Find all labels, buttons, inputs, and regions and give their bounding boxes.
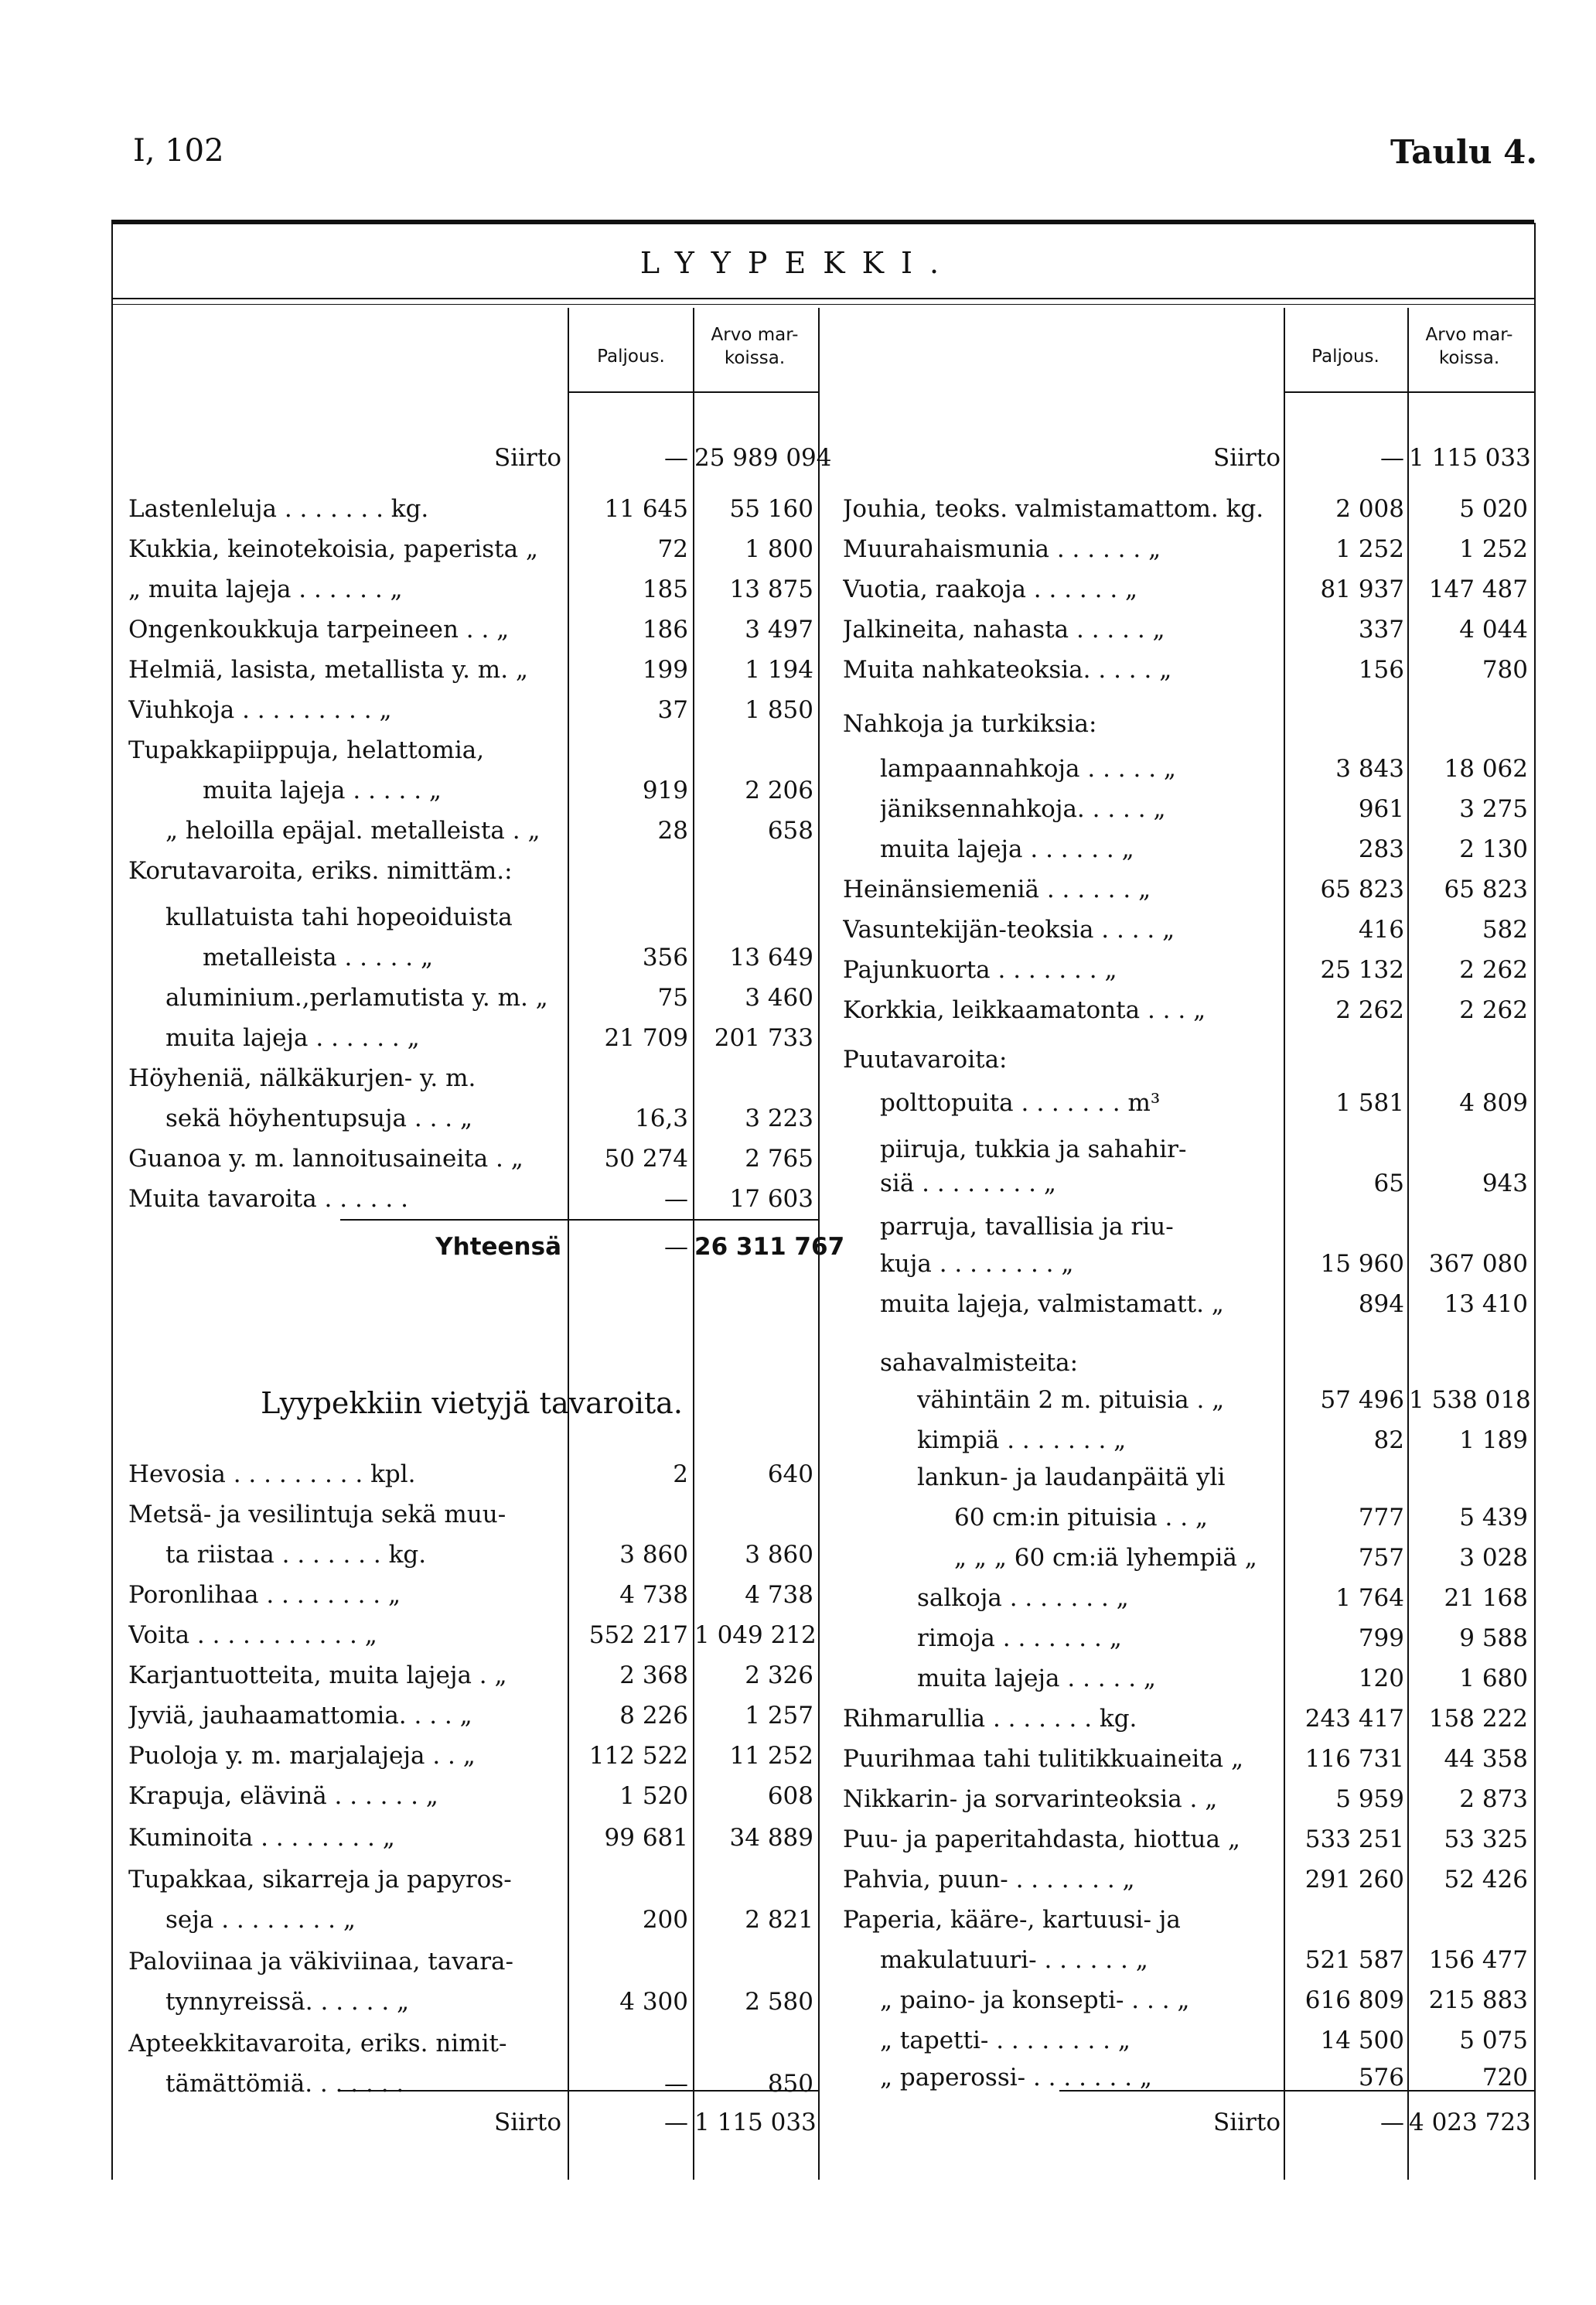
left-carry-out-row-label: Siirto <box>493 2109 561 2136</box>
left-section-title: Lyypekkiin vietyjä tavaroita. <box>261 1386 683 1420</box>
left-carry-out-row-value: 1 115 033 <box>694 2109 817 2136</box>
row-amount: 25 132 <box>1320 956 1404 984</box>
table-row <box>0 2020 1596 2061</box>
row-value: 158 222 <box>1428 1705 1528 1733</box>
row-label: makulatuuri- . . . . . . „ <box>880 1946 1148 1974</box>
left-carry-row-amount: — <box>664 444 688 472</box>
row-label: Paperia, kääre-, kartuusi- ja <box>843 1906 1181 1934</box>
table-row <box>0 1457 1596 1497</box>
row-label: Puu- ja paperitahdasta, hiottua „ <box>843 1825 1240 1853</box>
table-row <box>0 829 1596 869</box>
row-label: Korutavaroita, eriks. nimittäm.: <box>128 857 513 885</box>
row-value: 52 426 <box>1444 1866 1528 1894</box>
row-label: sahavalmisteita: <box>880 1349 1079 1377</box>
right-carry-out-row <box>0 2102 1596 2143</box>
row-label: metalleista . . . . . „ <box>203 944 434 972</box>
row-amount: 50 274 <box>604 1145 688 1173</box>
row-value: 147 487 <box>1428 575 1528 603</box>
row-label: Pajunkuorta . . . . . . . „ <box>843 956 1117 984</box>
table-row <box>0 1819 1596 1859</box>
row-amount: 1 764 <box>1335 1584 1404 1612</box>
row-label: sekä höyhentupsuja . . . „ <box>165 1105 473 1132</box>
row-label: piiruja, tukkia ja sahahir- <box>880 1135 1187 1163</box>
row-amount: 961 <box>1358 795 1404 823</box>
row-label: 60 cm:in pituisia . . „ <box>954 1504 1208 1532</box>
row-amount: 28 <box>657 817 688 845</box>
row-amount: 14 500 <box>1320 2027 1404 2054</box>
row-amount: 799 <box>1358 1624 1404 1652</box>
row-value: 367 080 <box>1428 1250 1528 1278</box>
row-amount: 416 <box>1358 916 1404 944</box>
table-row <box>0 1380 1596 1420</box>
row-label: Jouhia, teoks. valmistamattom. kg. <box>843 495 1264 523</box>
row-amount: 15 960 <box>1320 1250 1404 1278</box>
row-amount: 185 <box>642 575 688 603</box>
table-row <box>0 1244 1596 1284</box>
row-label: Lastenleluja . . . . . . . kg. <box>128 495 429 523</box>
row-amount: 337 <box>1358 616 1404 644</box>
row-label: „ heloilla epäjal. metalleista . „ <box>165 817 541 845</box>
left-value-header-line2: koissa. <box>724 348 786 368</box>
right-carry-row-value: 1 115 033 <box>1409 444 1531 472</box>
row-label: seja . . . . . . . . „ <box>165 1906 356 1934</box>
left-value-header <box>694 323 815 370</box>
row-value: 11 252 <box>729 1742 813 1770</box>
row-label: tynnyreissä. . . . . . „ <box>165 1988 410 2016</box>
left-carry-out-row-amount: — <box>664 2109 688 2136</box>
table-row <box>0 1699 1596 1739</box>
table-row <box>0 950 1596 990</box>
row-value: 2 821 <box>745 1906 813 1934</box>
row-amount: 65 823 <box>1320 876 1404 903</box>
row-label: Nikkarin- ja sorvarinteoksia . „ <box>843 1785 1218 1813</box>
table-row <box>0 1497 1596 1538</box>
right-amount-header-text: Paljous. <box>1311 347 1379 367</box>
row-value: 1 252 <box>1459 535 1528 563</box>
row-label: vähintäin 2 m. pituisia . „ <box>917 1386 1225 1414</box>
row-label: Muita tavaroita . . . . . . <box>128 1185 408 1213</box>
table-row <box>0 1420 1596 1460</box>
row-value: 3 028 <box>1459 1544 1528 1572</box>
row-label: Paloviinaa ja väkiviinaa, tavara- <box>128 1948 513 1975</box>
row-label: Hevosia . . . . . . . . . kpl. <box>128 1460 416 1488</box>
right-value-header-line1: Arvo mar- <box>1425 325 1513 345</box>
row-label: salkoja . . . . . . . „ <box>917 1584 1129 1612</box>
right-value-header <box>1409 323 1530 370</box>
row-label: kuja . . . . . . . . „ <box>880 1250 1074 1278</box>
row-amount: 894 <box>1358 1290 1404 1318</box>
right-carry-out-row-label: Siirto <box>1212 2109 1281 2136</box>
row-label: Jyviä, jauhaamattomia. . . . „ <box>128 1702 472 1730</box>
row-value: 13 875 <box>729 575 813 603</box>
row-label: lankun- ja laudanpäitä yli <box>917 1463 1226 1491</box>
row-amount: 99 681 <box>604 1824 688 1852</box>
row-amount: 156 <box>1358 656 1404 684</box>
right-value-header-line2: koissa. <box>1438 348 1500 368</box>
row-label: Metsä- ja vesilintuja sekä muu- <box>128 1501 506 1528</box>
left-total-row-label: Yhteensä <box>435 1233 561 1261</box>
row-value: 2 873 <box>1459 1785 1528 1813</box>
row-label: „ „ „ 60 cm:iä lyhempiä „ <box>954 1544 1257 1572</box>
row-value: 640 <box>767 1460 813 1488</box>
row-value: 1 189 <box>1459 1426 1528 1454</box>
table-row <box>0 1284 1596 1324</box>
row-label: Krapuja, elävinä . . . . . . „ <box>128 1782 438 1810</box>
row-label: Poronlihaa . . . . . . . . „ <box>128 1581 401 1609</box>
table-row <box>0 1207 1596 1247</box>
row-label: Muurahaismunia . . . . . . „ <box>843 535 1161 563</box>
table-row <box>0 990 1596 1030</box>
row-amount: 199 <box>642 656 688 684</box>
table-row <box>0 1658 1596 1699</box>
row-label: „ paino- ja konsepti- . . . „ <box>880 1986 1190 2014</box>
row-label: Helmiä, lasista, metallista y. m. „ <box>128 656 528 684</box>
row-label: Tupakkaa, sikarreja ja papyros- <box>128 1866 512 1894</box>
table-row <box>0 1040 1596 1080</box>
row-value: 608 <box>767 1782 813 1810</box>
table-row <box>0 1779 1596 1819</box>
table-row <box>0 1163 1596 1204</box>
row-value: 850 <box>767 2070 813 2098</box>
row-amount: 82 <box>1373 1426 1404 1454</box>
row-value: 13 649 <box>729 944 813 972</box>
row-value: 9 588 <box>1459 1624 1528 1652</box>
row-label: Puoloja y. m. marjalajeja . . „ <box>128 1742 476 1770</box>
row-label: Tupakkapiippuja, helattomia, <box>128 736 485 764</box>
row-label: Guanoa y. m. lannoitusaineita . „ <box>128 1145 523 1173</box>
row-value: 55 160 <box>729 495 813 523</box>
left-carry-row-value: 25 989 094 <box>694 444 832 472</box>
row-label: Vuotia, raakoja . . . . . . „ <box>843 575 1138 603</box>
top-rule <box>111 220 1534 224</box>
row-amount: 356 <box>642 944 688 972</box>
row-value: 1 049 212 <box>694 1621 817 1649</box>
row-label: Pahvia, puun- . . . . . . . „ <box>843 1866 1135 1894</box>
left-amount-header-text: Paljous. <box>597 347 665 367</box>
row-value: 3 860 <box>745 1541 813 1569</box>
row-value: 5 439 <box>1459 1504 1528 1532</box>
row-amount: 2 262 <box>1335 996 1404 1024</box>
row-label: muita lajeja . . . . . . „ <box>165 1024 420 1052</box>
right-carry-out-row-value: 4 023 723 <box>1409 2109 1531 2136</box>
table-row <box>0 704 1596 744</box>
table-row <box>0 529 1596 569</box>
row-value: 44 358 <box>1444 1745 1528 1773</box>
table-title: LYYPEKKI. <box>639 246 957 280</box>
table-row <box>0 650 1596 690</box>
page-number: I, 102 <box>133 133 224 169</box>
row-label: Nahkoja ja turkiksia: <box>843 710 1097 738</box>
row-amount: 3 860 <box>619 1541 688 1569</box>
row-value: 4 044 <box>1459 616 1528 644</box>
row-label: muita lajeja . . . . . „ <box>917 1665 1156 1692</box>
row-label: Apteekkitavaroita, eriks. nimit- <box>128 2030 507 2057</box>
row-value: 1 850 <box>745 696 813 724</box>
row-amount: 777 <box>1358 1504 1404 1532</box>
row-amount: 200 <box>642 1906 688 1934</box>
right-amount-header <box>1285 334 1406 368</box>
row-amount: 283 <box>1358 835 1404 863</box>
row-amount: 533 251 <box>1304 1825 1404 1853</box>
table-row <box>0 1859 1596 1900</box>
row-amount: 616 809 <box>1304 1986 1404 2014</box>
right-carry-row <box>0 438 1596 478</box>
row-value: 3 223 <box>745 1105 813 1132</box>
row-label: Höyheniä, nälkäkurjen- y. m. <box>128 1064 476 1092</box>
table-row <box>0 869 1596 910</box>
row-label: kimpiä . . . . . . . „ <box>917 1426 1127 1454</box>
row-amount: 2 <box>673 1460 688 1488</box>
row-value: 2 130 <box>1459 835 1528 863</box>
row-label: Ongenkoukkuja tarpeineen . . „ <box>128 616 510 644</box>
row-amount: 1 252 <box>1335 535 1404 563</box>
row-amount: 75 <box>657 984 688 1012</box>
row-amount: 4 738 <box>619 1581 688 1609</box>
row-value: 3 460 <box>745 984 813 1012</box>
row-label: Puutavaroita: <box>843 1046 1008 1074</box>
row-amount: 243 417 <box>1304 1705 1404 1733</box>
row-label: Korkkia, leikkaamatonta . . . „ <box>843 996 1206 1024</box>
row-value: 1 257 <box>745 1702 813 1730</box>
row-amount: 37 <box>657 696 688 724</box>
row-label: aluminium.,perlamutista y. m. „ <box>165 984 548 1012</box>
table-row <box>0 1900 1596 1940</box>
table-row <box>0 1343 1596 1383</box>
row-label: „ muita lajeja . . . . . . „ <box>128 575 403 603</box>
row-amount: 552 217 <box>588 1621 688 1649</box>
row-label: polttopuita . . . . . . . m³ <box>880 1089 1161 1117</box>
row-value: 13 410 <box>1444 1290 1528 1318</box>
row-value: 3 275 <box>1459 795 1528 823</box>
left-total-row-amount: — <box>664 1233 688 1261</box>
row-amount: — <box>664 2070 688 2098</box>
row-label: Vasuntekijän-teoksia . . . . „ <box>843 916 1175 944</box>
row-amount: 3 843 <box>1335 755 1404 783</box>
row-value: 2 765 <box>745 1145 813 1173</box>
row-value: 2 262 <box>1459 996 1528 1024</box>
left-carry-row-label: Siirto <box>493 444 561 472</box>
row-label: parruja, tavallisia ja riu- <box>880 1213 1174 1241</box>
table-row <box>0 910 1596 950</box>
row-value: 2 206 <box>745 777 813 804</box>
row-value: 21 168 <box>1444 1584 1528 1612</box>
row-label: Viuhkoja . . . . . . . . . „ <box>128 696 392 724</box>
table-row <box>0 610 1596 650</box>
row-amount: 4 300 <box>619 1988 688 2016</box>
table-row <box>0 489 1596 529</box>
row-amount: 2 368 <box>619 1661 688 1689</box>
row-value: 18 062 <box>1444 755 1528 783</box>
row-amount: 576 <box>1358 2064 1404 2092</box>
row-value: 658 <box>767 817 813 845</box>
row-amount: 120 <box>1358 1665 1404 1692</box>
row-label: „ tapetti- . . . . . . . . „ <box>880 2027 1130 2054</box>
left-value-header-line1: Arvo mar- <box>711 325 799 345</box>
table-row <box>0 2057 1596 2098</box>
row-label: jäniksennahkoja. . . . . „ <box>880 795 1166 823</box>
row-value: 2 262 <box>1459 956 1528 984</box>
row-label: rimoja . . . . . . . „ <box>917 1624 1122 1652</box>
row-amount: 291 260 <box>1304 1866 1404 1894</box>
row-label: ta riistaa . . . . . . . kg. <box>165 1541 427 1569</box>
row-amount: 72 <box>657 535 688 563</box>
table-row <box>0 1538 1596 1578</box>
row-label: tämättömiä. . . . . . . <box>165 2070 404 2098</box>
row-value: 215 883 <box>1428 1986 1528 2014</box>
row-value: 943 <box>1482 1170 1528 1197</box>
right-carry-row-label: Siirto <box>1212 444 1281 472</box>
row-value: 1 538 018 <box>1409 1386 1531 1414</box>
table-row <box>0 1940 1596 1980</box>
table-row <box>0 1578 1596 1618</box>
left-total-row-value: 26 311 767 <box>694 1233 845 1261</box>
table-row <box>0 789 1596 829</box>
row-value: 1 194 <box>745 656 813 684</box>
row-value: 780 <box>1482 656 1528 684</box>
row-value: 34 889 <box>729 1824 813 1852</box>
row-amount: 521 587 <box>1304 1946 1404 1974</box>
right-carry-row-amount: — <box>1380 444 1404 472</box>
row-amount: 8 226 <box>619 1702 688 1730</box>
title-rule-secondary <box>111 304 1534 305</box>
left-header-rule <box>569 391 818 393</box>
row-value: 4 809 <box>1459 1089 1528 1117</box>
row-label: muita lajeja . . . . . . „ <box>880 835 1134 863</box>
row-value: 1 800 <box>745 535 813 563</box>
row-amount: — <box>664 1185 688 1213</box>
row-label: Kuminoita . . . . . . . . „ <box>128 1824 395 1852</box>
row-amount: 186 <box>642 616 688 644</box>
row-amount: 1 581 <box>1335 1089 1404 1117</box>
row-label: Heinänsiemeniä . . . . . . „ <box>843 876 1151 903</box>
row-label: kullatuista tahi hopeoiduista <box>165 903 513 931</box>
right-header-rule <box>1285 391 1534 393</box>
row-amount: 11 645 <box>604 495 688 523</box>
row-amount: 65 <box>1373 1170 1404 1197</box>
right-carry-out-row-amount: — <box>1380 2109 1404 2136</box>
row-value: 3 497 <box>745 616 813 644</box>
row-value: 5 075 <box>1459 2027 1528 2054</box>
row-amount: 5 959 <box>1335 1785 1404 1813</box>
row-value: 1 680 <box>1459 1665 1528 1692</box>
row-amount: 116 731 <box>1304 1745 1404 1773</box>
row-amount: 919 <box>642 777 688 804</box>
row-label: lampaannahkoja . . . . . „ <box>880 755 1176 783</box>
row-amount: 21 709 <box>604 1024 688 1052</box>
row-value: 17 603 <box>729 1185 813 1213</box>
row-value: 5 020 <box>1459 495 1528 523</box>
row-amount: 757 <box>1358 1544 1404 1572</box>
row-label: muita lajeja . . . . . „ <box>203 777 442 804</box>
row-label: Voita . . . . . . . . . . . „ <box>128 1621 377 1649</box>
row-label: Rihmarullia . . . . . . . kg. <box>843 1705 1137 1733</box>
table-row <box>0 749 1596 789</box>
row-amount: 81 937 <box>1320 575 1404 603</box>
row-amount: 16,3 <box>634 1105 688 1132</box>
row-value: 2 580 <box>745 1988 813 2016</box>
row-amount: 2 008 <box>1335 495 1404 523</box>
row-label: Muita nahkateoksia. . . . . „ <box>843 656 1172 684</box>
table-row <box>0 1618 1596 1658</box>
table-row <box>0 1739 1596 1779</box>
table-row <box>0 1083 1596 1123</box>
row-label: muita lajeja, valmistamatt. „ <box>880 1290 1224 1318</box>
table-row <box>0 1980 1596 2020</box>
row-amount: 57 496 <box>1320 1386 1404 1414</box>
row-value: 2 326 <box>745 1661 813 1689</box>
row-value: 4 738 <box>745 1581 813 1609</box>
row-label: Karjantuotteita, muita lajeja . „ <box>128 1661 507 1689</box>
row-label: Jalkineita, nahasta . . . . . „ <box>843 616 1165 644</box>
row-value: 156 477 <box>1428 1946 1528 1974</box>
row-value: 201 733 <box>714 1024 813 1052</box>
table-row <box>0 569 1596 610</box>
table-number: Taulu 4. <box>1390 133 1537 171</box>
row-value: 582 <box>1482 916 1528 944</box>
row-label: „ paperossi- . . . . . . . „ <box>880 2064 1152 2092</box>
row-label: siä . . . . . . . . „ <box>880 1170 1056 1197</box>
title-rule <box>111 298 1534 299</box>
row-amount: 112 522 <box>588 1742 688 1770</box>
row-value: 65 823 <box>1444 876 1528 903</box>
row-amount: 1 520 <box>619 1782 688 1810</box>
row-value: 720 <box>1482 2064 1528 2092</box>
left-amount-header <box>569 334 693 368</box>
row-value: 53 325 <box>1444 1825 1528 1853</box>
row-label: Puurihmaa tahi tulitikkuaineita „ <box>843 1745 1244 1773</box>
row-label: Kukkia, keinotekoisia, paperista „ <box>128 535 538 563</box>
